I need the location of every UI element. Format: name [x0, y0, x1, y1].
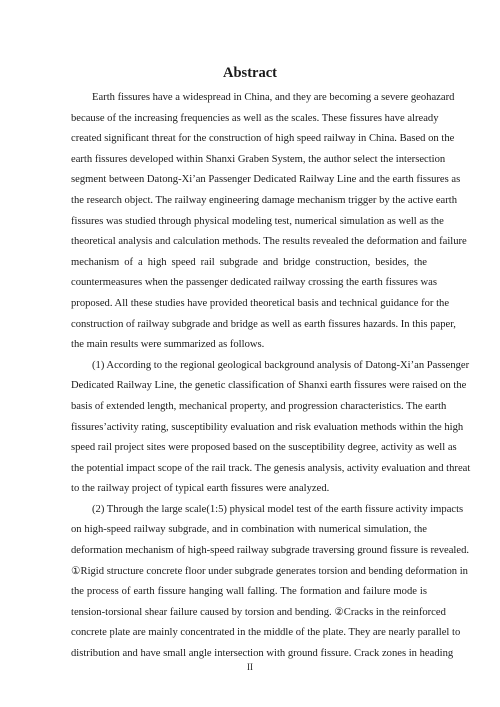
text-line: construction of railway subgrade and bridge as well as earth fissures hazards. In this paper, [71, 318, 456, 330]
text-line: (2) Through the large scale(1:5) physical model test of the earth fissure activity impacts [92, 503, 464, 515]
text-line: theoretical analysis and calculation methods. The results revealed the deformation and failure [71, 236, 467, 248]
text-line: basis of extended length, mechanical property, and progression characteristics. The earth [71, 400, 447, 412]
text-line: because of the increasing frequencies as well as the scales. These fissures have already [71, 112, 439, 124]
text-line: the research object. The railway engineering damage mechanism trigger by the active earth [71, 194, 458, 206]
text-line: (1) According to the regional geological background analysis of Datong-Xi’an Passenger [92, 359, 470, 371]
page-number: II [247, 662, 253, 672]
paragraph-1 [71, 88, 467, 356]
text-line: the process of earth fissure hanging wall falling. The formation and failure mode is [71, 586, 427, 598]
text-line: tension-torsional shear failure caused by torsion and bending. ②Cracks in the reinforced [71, 606, 446, 618]
text-line: to the railway project of typical earth fissures were analyzed. [71, 483, 330, 495]
abstract-body [71, 88, 471, 665]
paragraph-3 [71, 500, 470, 665]
text-line: fissures’activity rating, susceptibility evaluation and risk evaluation methods within the high [71, 421, 464, 433]
text-line: the potential impact scope of the rail track. The genesis analysis, activity evaluation and threat [71, 462, 471, 474]
text-line: the main results were summarized as follows. [71, 339, 265, 351]
text-line: earth fissures developed within Shanxi Graben System, the author select the intersection [71, 153, 446, 165]
page-title: Abstract [223, 65, 277, 81]
text-line: speed rail project sites were proposed based on the susceptibility degree, activity as well as [71, 442, 457, 454]
text-line: concrete plate are mainly concentrated in the middle of the plate. They are nearly parallel to [71, 627, 461, 639]
text-line: ①Rigid structure concrete floor under subgrade generates torsion and bending deformation in [71, 565, 468, 577]
text-line: distribution and have small angle intersection with ground fissure. Crack zones in heading [71, 648, 454, 660]
text-line: segment between Datong-Xi’an Passenger Dedicated Railway Line and the earth fissures as [71, 174, 461, 186]
text-line: mechanism of a high speed rail subgrade and bridge construction, besides, the [71, 256, 427, 268]
text-line: fissures was studied through physical modeling test, numerical simulation as well as the [71, 215, 444, 227]
text-line: Dedicated Railway Line, the genetic classification of Shanxi earth fissures were raised on the [71, 380, 467, 392]
text-line: created significant threat for the construction of high speed railway in China. Based on the [71, 133, 455, 145]
paragraph-2 [71, 356, 471, 500]
text-line: countermeasures when the passenger dedicated railway crossing the earth fissures was [71, 277, 437, 289]
text-line: proposed. All these studies have provided theoretical basis and technical guidance for the [71, 297, 450, 309]
text-line: deformation mechanism of high-speed railway subgrade traversing ground fissure is revealed. [71, 545, 470, 557]
text-line: Earth fissures have a widespread in China, and they are becoming a severe geohazard [92, 92, 455, 103]
text-line: on high-speed railway subgrade, and in combination with numerical simulation, the [71, 524, 427, 536]
